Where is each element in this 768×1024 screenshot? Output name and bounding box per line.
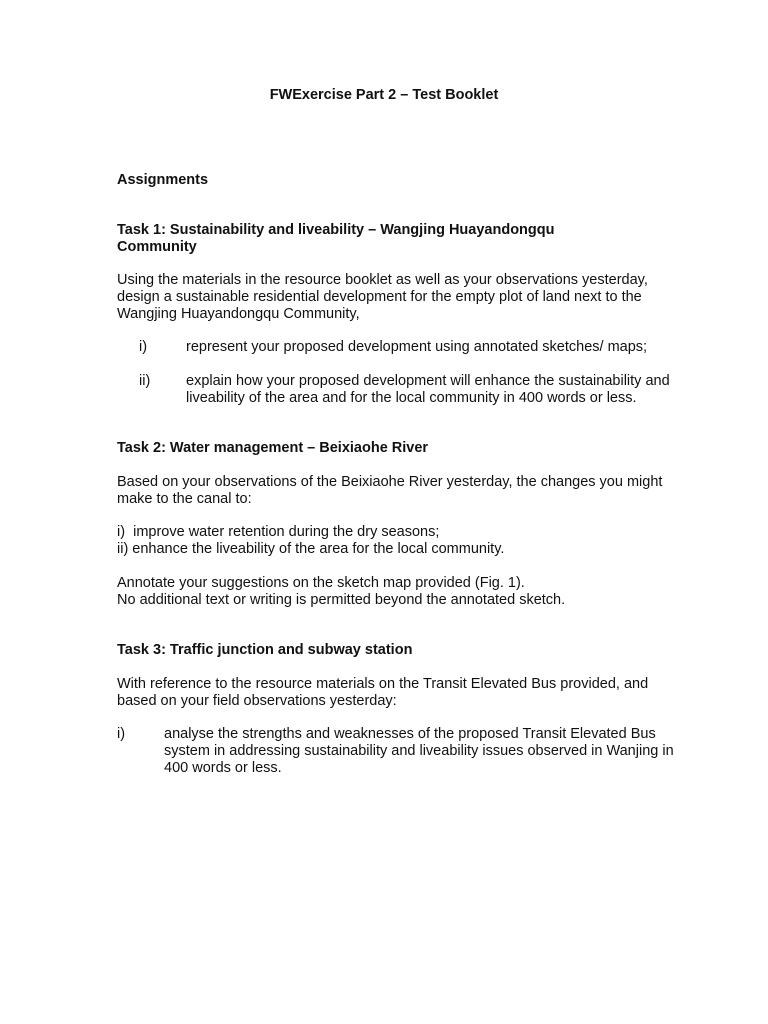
list-item-number: i): [139, 339, 148, 355]
list-item-text: analyse the strengths and weaknesses of the proposed Transit Elevated Bus system in addressing sustainability and liveability issues observed in Wanjing in 400 words or less.: [164, 726, 674, 776]
task2-list-item: ii) enhance the liveability of the area for the local community.: [117, 541, 505, 557]
task3-heading: Task 3: Traffic junction and subway station: [117, 642, 413, 658]
task2-heading: Task 2: Water management – Beixiaohe River: [117, 440, 429, 456]
task1-intro: Using the materials in the resource booklet as well as your observations yesterday, design a sustainable residential development for the empty plot of land next to the Wangjing Huayandongqu Community,: [117, 272, 648, 322]
list-item-number: ii): [139, 373, 151, 389]
list-item-text: explain how your proposed development will enhance the sustainability and liveability of the area and for the local community in 400 words or less.: [186, 373, 670, 406]
assignments-heading: Assignments: [117, 172, 209, 188]
list-item-number: i): [117, 726, 126, 742]
task2-note: Annotate your suggestions on the sketch map provided (Fig. 1).: [117, 575, 525, 591]
task3-intro: With reference to the resource materials on the Transit Elevated Bus provided, and based on your field observations yesterday:: [117, 676, 649, 709]
task2-note: No additional text or writing is permitted beyond the annotated sketch.: [117, 592, 566, 608]
page-title: FWExercise Part 2 – Test Booklet: [269, 87, 499, 103]
list-item-text: represent your proposed development using annotated sketches/ maps;: [186, 339, 648, 355]
task1-heading: Task 1: Sustainability and liveability – Wangjing Huayandongqu Community: [117, 222, 555, 255]
task2-intro: Based on your observations of the Beixiaohe River yesterday, the changes you might make to the canal to:: [117, 474, 663, 507]
task2-list-item: i) improve water retention during the dry seasons;: [117, 524, 440, 540]
